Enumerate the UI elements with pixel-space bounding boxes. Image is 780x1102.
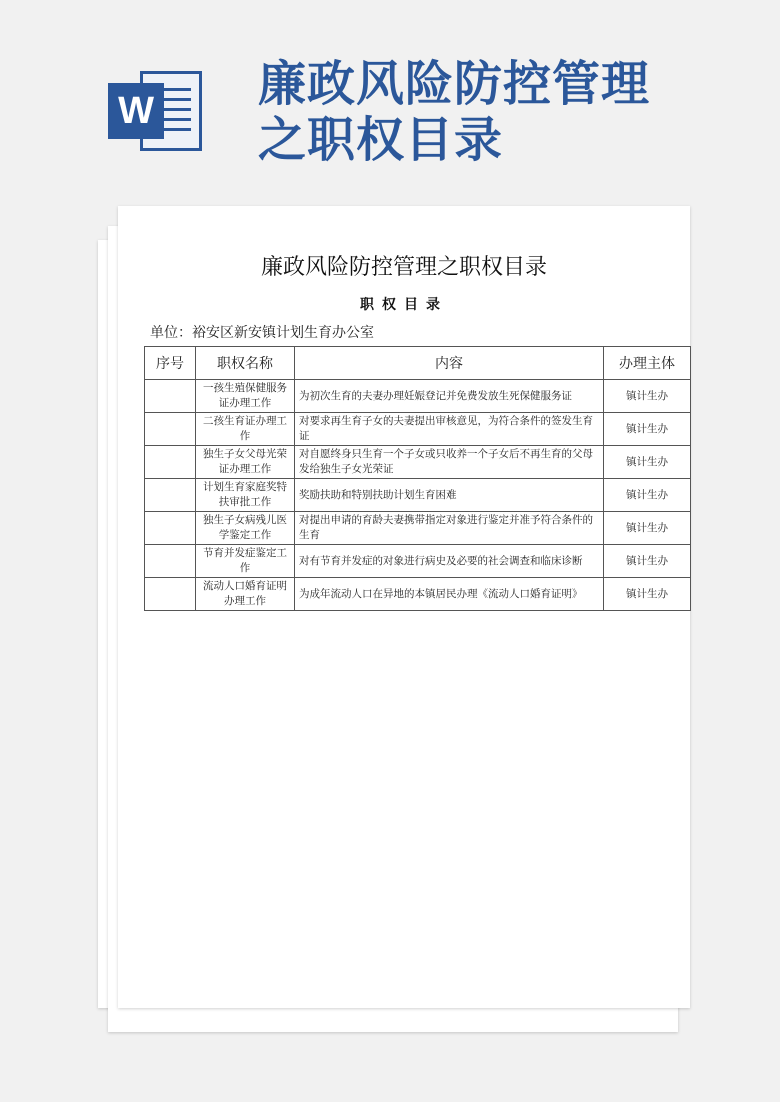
document-page: [118, 206, 690, 1008]
cell-name: 二孩生育证办理工作: [196, 413, 295, 446]
cell-content: 为初次生育的夫妻办理妊娠登记并免费发放生死保健服务证: [295, 380, 604, 413]
cell-handler: 镇计生办: [604, 446, 691, 479]
cell-content: 对提出申请的育龄夫妻携带指定对象进行鉴定并准予符合条件的生育: [295, 512, 604, 545]
cell-number: [145, 545, 196, 578]
cell-name: 节育并发症鉴定工作: [196, 545, 295, 578]
cell-number: [145, 479, 196, 512]
header-number: 序号: [145, 347, 196, 380]
cell-content: 对有节育并发症的对象进行病史及必要的社会调查和临床诊断: [295, 545, 604, 578]
authority-table: [144, 346, 691, 611]
cell-name: 计划生育家庭奖特扶审批工作: [196, 479, 295, 512]
cell-handler: 镇计生办: [604, 380, 691, 413]
table-row: [145, 545, 691, 578]
cell-handler: 镇计生办: [604, 512, 691, 545]
cell-content: 对要求再生育子女的夫妻提出审核意见，为符合条件的签发生育证: [295, 413, 604, 446]
header-handler: 办理主体: [604, 347, 691, 380]
table-row: [145, 413, 691, 446]
cell-handler: 镇计生办: [604, 545, 691, 578]
table-row: [145, 446, 691, 479]
word-document-icon: W: [108, 83, 164, 139]
cell-name: 独生子女病残儿医学鉴定工作: [196, 512, 295, 545]
table-row: [145, 479, 691, 512]
cell-number: [145, 512, 196, 545]
header-name: 职权名称: [196, 347, 295, 380]
word-logo: [108, 67, 208, 155]
table-row: [145, 578, 691, 611]
document-unit: 单位：裕安区新安镇计划生育办公室: [150, 325, 374, 341]
cell-content: 对自愿终身只生育一个子女或只收养一个子女后不再生育的父母发给独生子女光荣证: [295, 446, 604, 479]
cell-content: 为成年流动人口在异地的本镇居民办理《流动人口婚育证明》: [295, 578, 604, 611]
cell-name: 流动人口婚育证明办理工作: [196, 578, 295, 611]
cell-handler: 镇计生办: [604, 413, 691, 446]
cell-handler: 镇计生办: [604, 479, 691, 512]
table-header-row: [145, 347, 691, 380]
document-title: 廉政风险防控管理之职权目录: [260, 255, 547, 280]
cell-number: [145, 413, 196, 446]
cell-handler: 镇计生办: [604, 578, 691, 611]
header-content: 内容: [295, 347, 604, 380]
table-row: [145, 512, 691, 545]
cell-name: 一孩生殖保健服务证办理工作: [196, 380, 295, 413]
cell-content: 奖励扶助和特别扶助计划生育困难: [295, 479, 604, 512]
document-subtitle: 职权目录: [360, 297, 448, 313]
table-row: [145, 380, 691, 413]
banner-title: 廉政风险防控管理之职权目录: [258, 56, 651, 168]
cell-number: [145, 380, 196, 413]
cell-number: [145, 578, 196, 611]
cell-number: [145, 446, 196, 479]
cell-name: 独生子女父母光荣证办理工作: [196, 446, 295, 479]
